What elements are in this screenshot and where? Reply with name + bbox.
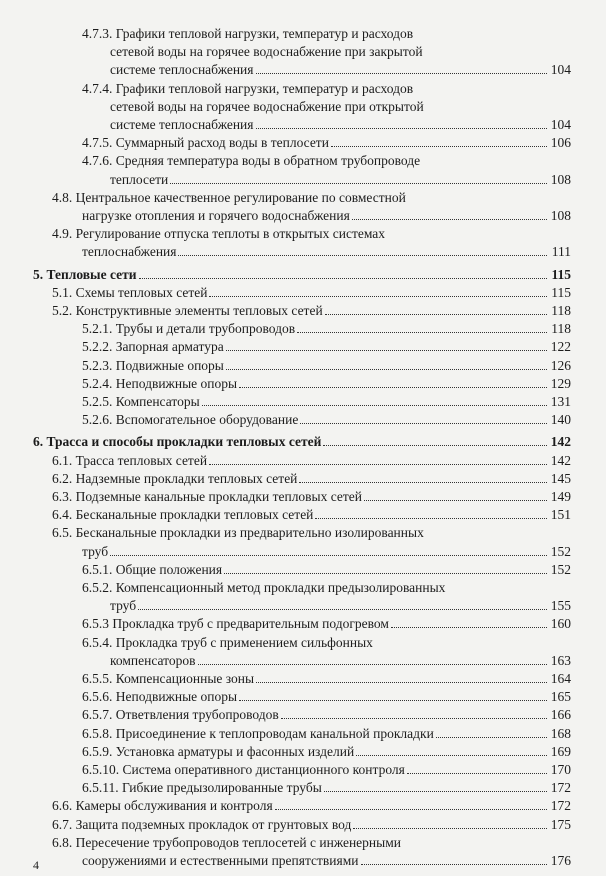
toc-entry-number: 6.5.11. xyxy=(82,780,122,796)
toc-entry-title: компенсаторов xyxy=(110,652,196,668)
dot-leader xyxy=(331,135,547,147)
toc-entry-title: нагрузке отопления и горячего водоснабжения xyxy=(82,208,350,223)
toc-entry-text xyxy=(82,689,237,706)
toc-entry-text xyxy=(52,471,297,488)
toc-entry-title: Тепловые сети xyxy=(46,266,137,282)
toc-entry-text xyxy=(110,653,196,670)
toc-entry-page: 131 xyxy=(550,394,571,409)
toc-entry-page: 118 xyxy=(551,321,571,337)
toc-entry-page: 170 xyxy=(550,762,571,777)
toc-entry-number: 4.8. xyxy=(52,189,76,205)
toc-entry-page: 140 xyxy=(550,412,571,428)
toc-entry-title: Гибкие предызолированные трубы xyxy=(122,780,322,796)
toc-entry-page: 111 xyxy=(551,244,571,260)
toc-entry-text xyxy=(82,671,254,688)
dot-leader xyxy=(436,726,547,738)
toc-entry-page: 145 xyxy=(550,470,571,486)
toc-entry-number: 5.2.6. xyxy=(82,412,116,428)
toc-entry-text xyxy=(52,303,323,320)
toc-entry-text xyxy=(82,580,445,597)
toc-entry-text xyxy=(82,562,222,579)
toc-entry-text xyxy=(110,117,254,134)
dot-leader xyxy=(139,267,547,279)
toc-entry-page: 115 xyxy=(551,266,571,282)
toc-entry-number: 5.2. xyxy=(52,303,76,318)
toc-entry-title: Суммарный расход воды в теплосети xyxy=(115,135,329,151)
toc-entry-title: Прокладка труб с применением сильфонных xyxy=(115,634,373,650)
toc-entry-title: Пересечение трубопроводов теплосетей с инженерными xyxy=(75,834,401,850)
toc-entry-title: системе теплоснабжения xyxy=(110,117,254,132)
toc-entry-page: 155 xyxy=(550,598,571,614)
toc-entry-page: 129 xyxy=(550,375,571,391)
toc-entry-page: 115 xyxy=(551,284,571,300)
dot-leader xyxy=(353,817,547,829)
dot-leader xyxy=(391,616,547,628)
toc-entry-title: теплоснабжения xyxy=(82,244,177,260)
dot-leader xyxy=(275,798,547,810)
dot-leader xyxy=(202,394,547,406)
toc-entry-number: 6.7. xyxy=(52,816,76,832)
toc-entry-title: Защита подземных прокладок от грунтовых вод xyxy=(75,816,352,832)
toc-entry-title: Камеры обслуживания и контроля xyxy=(75,798,273,814)
dot-leader xyxy=(198,653,548,665)
toc-entry-text xyxy=(82,321,295,338)
toc-entry-number: 6.5.10. xyxy=(82,762,123,777)
toc-entry-number: 6.5.8. xyxy=(82,725,116,741)
toc-entry-page: 104 xyxy=(550,117,571,132)
toc-entry-title: Присоединение к теплопроводам канальной прокладки xyxy=(115,725,434,741)
toc-entry-text xyxy=(82,744,354,761)
toc-entry-text xyxy=(110,44,423,61)
dot-leader xyxy=(299,471,547,483)
toc-entry-number: 6.5.1. xyxy=(82,561,116,577)
toc-entry-text xyxy=(52,817,351,834)
toc-entry-page: 168 xyxy=(550,725,571,741)
toc-entry-title: Схемы тепловых сетей xyxy=(75,284,208,300)
toc-entry-text xyxy=(82,358,224,375)
dot-leader xyxy=(324,780,547,792)
dot-leader xyxy=(256,671,547,683)
toc-entry-title: Центральное качественное регулирование по совместной xyxy=(75,189,406,205)
toc-entry-title: Запорная арматура xyxy=(115,339,224,355)
toc-entry-page: 160 xyxy=(550,616,571,632)
dot-leader xyxy=(300,412,547,424)
toc-entry-title: Конструктивные элементы тепловых сетей xyxy=(75,303,323,318)
toc-entry-text xyxy=(82,635,373,652)
toc-entry-text xyxy=(110,172,168,189)
toc-entry-number: 6.1. xyxy=(52,452,76,468)
toc-entry-text xyxy=(33,267,137,284)
dot-leader xyxy=(356,744,547,756)
toc-entry-title: Бесканальные прокладки тепловых сетей xyxy=(75,507,314,523)
dot-leader xyxy=(226,358,547,370)
toc-entry-text xyxy=(110,62,254,79)
toc-entry-page: 108 xyxy=(550,171,571,187)
toc-entry-page: 164 xyxy=(550,671,571,686)
toc-entry-number: 5.2.3. xyxy=(82,357,116,373)
toc-entry-text xyxy=(82,853,359,870)
toc-entry-title: труб xyxy=(82,543,109,559)
dot-leader xyxy=(315,507,547,519)
dot-leader xyxy=(281,707,547,719)
dot-leader xyxy=(209,285,547,297)
toc-entry-text xyxy=(52,453,207,470)
toc-entry-page: 122 xyxy=(550,339,571,355)
toc-entry-page: 172 xyxy=(550,780,571,796)
toc-entry-page: 149 xyxy=(550,489,571,504)
toc-entry-number: 6.3. xyxy=(52,489,76,504)
toc-entry-text xyxy=(82,394,200,411)
dot-leader xyxy=(209,453,547,465)
toc-entry-title: Ответвления трубопроводов xyxy=(115,707,279,723)
toc-entry-title: Подвижные опоры xyxy=(115,357,224,373)
toc-entry-number: 6.2. xyxy=(52,470,76,486)
toc-entry-page: 152 xyxy=(550,561,571,577)
toc-entry-page: 106 xyxy=(550,135,571,151)
toc-entry-title: Установка арматуры и фасонных изделий xyxy=(115,743,355,759)
toc-entry-title: сетевой воды на горячее водоснабжение при закрытой xyxy=(110,44,423,60)
toc-entry-page: 169 xyxy=(550,743,571,759)
toc-entry-title: Средняя температура воды в обратном трубопроводе xyxy=(115,153,421,169)
toc-entry-text xyxy=(82,544,108,561)
toc-entry-title: системе теплоснабжения xyxy=(110,62,254,78)
toc-entry-page: 163 xyxy=(550,652,571,668)
toc-entry-text xyxy=(110,598,136,615)
toc-entry-page: 118 xyxy=(551,303,571,318)
toc-entry-page: 172 xyxy=(550,798,571,814)
toc-entry-text xyxy=(82,135,329,152)
toc-entry-text xyxy=(52,835,401,852)
dot-leader xyxy=(138,598,547,610)
dot-leader xyxy=(361,853,548,865)
toc-entry-text xyxy=(82,81,413,98)
toc-entry-page: 165 xyxy=(550,689,571,705)
dot-leader xyxy=(256,62,548,74)
toc-entry-number: 6.5. xyxy=(52,525,76,541)
toc-entry-number: 5.1. xyxy=(52,284,76,300)
toc-entry-number: 4.7.3. xyxy=(82,26,116,41)
toc-entry-number: 6.5.9. xyxy=(82,743,116,759)
toc-entry-number: 5. xyxy=(33,266,47,282)
toc-entry-page: 126 xyxy=(550,357,571,373)
toc-entry-text xyxy=(52,226,385,243)
toc-entry-text xyxy=(82,376,237,393)
toc-entry-title: Неподвижные опоры xyxy=(115,375,238,391)
toc-entry-title: Неподвижные опоры xyxy=(115,689,238,705)
dot-leader xyxy=(170,172,547,184)
toc-entry-text xyxy=(82,339,224,356)
toc-entry-number: 6.5.4. xyxy=(82,634,116,650)
toc-entry-text xyxy=(52,798,273,815)
toc-entry-number: 4.7.6. xyxy=(82,153,116,169)
toc-entry-number: 6.4. xyxy=(52,507,76,523)
toc-entry-number: 5.2.1. xyxy=(82,321,116,337)
toc-entry-title: Графики тепловой нагрузки, температур и расходов xyxy=(115,80,414,96)
toc-entry-page: 151 xyxy=(550,507,571,523)
toc-entry-text xyxy=(82,153,420,170)
toc-entry-text xyxy=(82,707,279,724)
toc-entry-title: Общие положения xyxy=(115,561,223,577)
toc-entry-title: сетевой воды на горячее водоснабжение при открытой xyxy=(110,98,424,114)
toc-entry-number: 6.6. xyxy=(52,798,76,814)
toc-entry-title: Вспомогательное оборудование xyxy=(115,412,299,428)
toc-entry-page: 142 xyxy=(550,434,571,450)
toc-entry-title: труб xyxy=(110,598,137,614)
toc-entry-page: 142 xyxy=(550,452,571,468)
toc-entry-title: Трубы и детали трубопроводов xyxy=(115,321,296,337)
toc-entry-page: 166 xyxy=(550,707,571,723)
toc-entry-title: Трасса и способы прокладки тепловых сетей xyxy=(46,434,322,450)
toc-entry-page: 175 xyxy=(550,816,571,832)
toc-entry-title: Графики тепловой нагрузки, температур и расходов xyxy=(115,26,414,41)
toc-entry-page: 108 xyxy=(550,208,571,223)
toc-entry-title: Подземные канальные прокладки тепловых сетей xyxy=(75,489,363,504)
toc-entry-text xyxy=(52,525,424,542)
toc-entry-number: 5.2.2. xyxy=(82,339,116,355)
dot-leader xyxy=(407,762,547,774)
toc-entry-text xyxy=(82,208,350,225)
toc-entry-title: Система оперативного дистанционного контроля xyxy=(122,762,405,777)
toc-entry-text xyxy=(82,780,322,797)
toc-entry-number: 6.5.7. xyxy=(82,707,116,723)
dot-leader xyxy=(224,562,547,574)
dot-leader xyxy=(325,303,547,315)
toc-entry-title: Надземные прокладки тепловых сетей xyxy=(75,470,298,486)
toc-entry-text xyxy=(52,190,406,207)
toc-entry-text xyxy=(82,762,405,779)
toc-entry-text xyxy=(82,726,434,743)
dot-leader xyxy=(239,376,547,388)
toc-entry-text xyxy=(110,99,424,116)
toc-entry-number: 6.5.6. xyxy=(82,689,116,705)
toc-entry-number: 6.5.3 xyxy=(82,616,113,632)
toc-entry-title: Компенсаторы xyxy=(115,394,200,409)
dot-leader xyxy=(110,544,547,556)
toc-entry-number: 4.9. xyxy=(52,226,76,242)
toc-entry-text xyxy=(52,489,362,506)
dot-leader xyxy=(323,434,547,446)
dot-leader xyxy=(178,244,547,256)
toc-entry-number: 4.7.5. xyxy=(82,135,116,151)
dot-leader xyxy=(256,117,548,129)
toc-entry-title: Регулирование отпуска теплоты в открытых системах xyxy=(75,226,386,242)
toc-entry-text xyxy=(52,507,313,524)
toc-entry-number: 6. xyxy=(33,434,47,450)
toc-entry-text xyxy=(33,434,321,451)
toc-entry-title: Трасса тепловых сетей xyxy=(75,452,208,468)
toc-entry-title: сооружениями и естественными препятствиями xyxy=(82,853,359,868)
toc-entry-number: 6.5.2. xyxy=(82,580,116,595)
toc-entry-number: 4.7.4. xyxy=(82,80,116,96)
toc-entry-number: 6.5.5. xyxy=(82,671,116,686)
toc-entry-page: 152 xyxy=(550,543,571,559)
toc-entry-number: 5.2.4. xyxy=(82,375,116,391)
toc-entry-text xyxy=(82,26,413,43)
dot-leader xyxy=(352,208,547,220)
toc-entry-title: Бесканальные прокладки из предварительно изолированных xyxy=(75,525,424,541)
toc-entry-number: 6.8. xyxy=(52,834,76,850)
toc-entry-title: Прокладка труб с предварительным подогревом xyxy=(112,616,389,632)
page-number: 4 xyxy=(33,858,39,872)
dot-leader xyxy=(239,689,547,701)
toc-entry-text xyxy=(82,244,176,261)
toc-entry-text xyxy=(52,285,207,302)
toc-entry-page: 104 xyxy=(550,62,571,78)
toc-entry-page: 176 xyxy=(550,853,571,868)
dot-leader xyxy=(364,489,547,501)
toc-entry-text xyxy=(82,616,389,633)
toc-entry-number: 5.2.5. xyxy=(82,394,116,409)
toc-entry-title: Компенсационные зоны xyxy=(115,671,255,686)
toc-entry-title: теплосети xyxy=(110,171,169,187)
dot-leader xyxy=(226,339,547,351)
dot-leader xyxy=(297,321,547,333)
toc-entry-text xyxy=(82,412,298,429)
toc-entry-title: Компенсационный метод прокладки предызолированных xyxy=(115,580,446,595)
